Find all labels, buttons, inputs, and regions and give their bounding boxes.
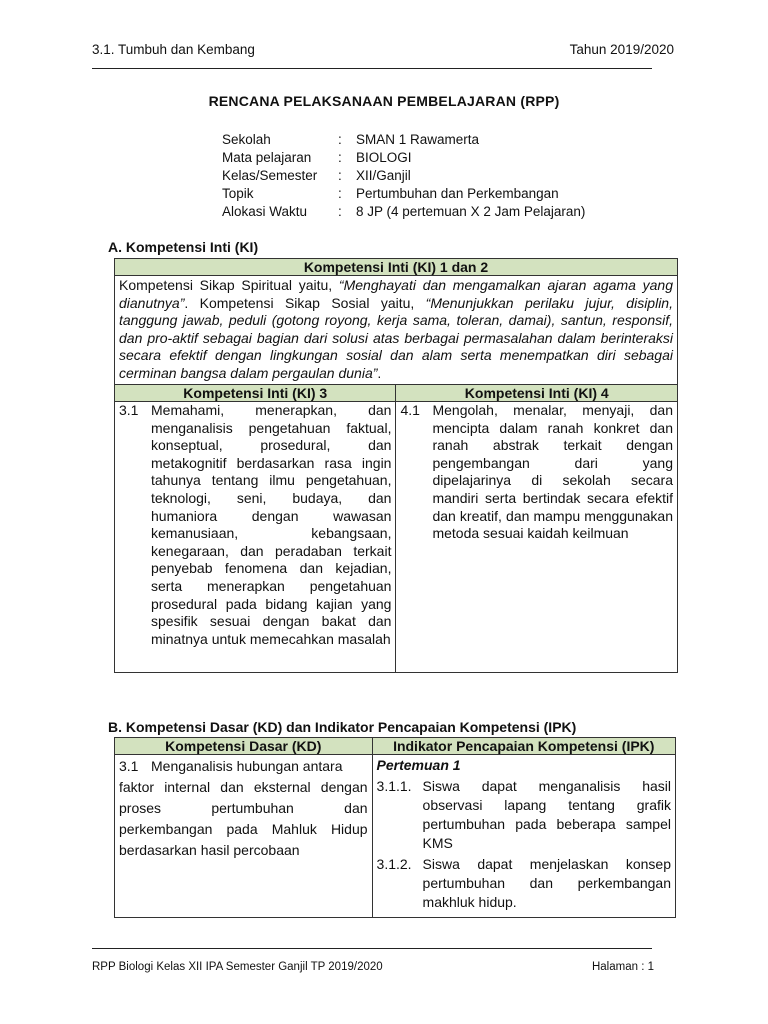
ki12-text: . Kompetensi Sikap Sosial yaitu, [184, 294, 426, 311]
ipk-cell [372, 755, 675, 918]
ipk-number: 3.1.2. [376, 856, 412, 872]
info-row-time [222, 203, 585, 221]
kd-first-line: Menganalisis hubungan antara [151, 758, 343, 774]
ipk-number: 3.1.1. [376, 778, 412, 794]
info-label: Mata pelajaran [222, 150, 312, 165]
section-a-heading: A. Kompetensi Inti (KI) [108, 239, 259, 255]
footer-title: RPP Biologi Kelas XII IPA Semester Ganjil TP 2019/2020 [92, 961, 383, 973]
footer-divider [92, 948, 652, 949]
page-number: Halaman : 1 [591, 961, 654, 973]
info-label: Topik [222, 186, 254, 201]
kd-item [119, 756, 368, 777]
info-sep: : [338, 186, 342, 201]
kd-text: faktor internal dan eksternal dengan proses pertumbuhan dan perkembangan pada Mahluk Hidup berdasarkan hasil percobaan [119, 779, 368, 858]
kd-header: Kompetensi Dasar (KD) [115, 738, 373, 755]
ki12-spiritual-quote: “Menghayati dan mengamalkan ajaran agama yang dianutnya” [119, 277, 673, 311]
header-year: Tahun 2019/2020 [569, 42, 674, 57]
info-sep: : [338, 150, 342, 165]
info-row-school [222, 131, 585, 149]
ki4-item [400, 402, 673, 543]
ki-table [114, 258, 678, 673]
kd-number: 3.1 [119, 758, 139, 774]
meeting-label: Pertemuan 1 [376, 757, 461, 773]
info-sep: : [338, 204, 342, 219]
info-value: BIOLOGI [356, 150, 412, 165]
info-sep: : [338, 168, 342, 183]
info-value: 8 JP (4 pertemuan X 2 Jam Pelajaran) [356, 204, 586, 219]
ki4-number: 4.1 [400, 402, 420, 418]
ipk-text: Siswa dapat menganalisis hasil observasi lapang tentang grafik pertumbuhan pada beberapa sampel KMS [422, 778, 671, 851]
ki4-cell [396, 402, 678, 673]
ki12-cell [115, 276, 678, 385]
ipk-header: Indikator Pencapaian Kompetensi (IPK) [372, 738, 675, 755]
info-row-topic [222, 185, 585, 203]
ki12-social-quote: “Menunjukkan perilaku jujur, disiplin, tanggung jawab, peduli (gotong royong, kerja sama, toleran, damai), santun, responsif, dan pro-aktif sebagai bagian dari solusi atas berbagai permasalahan dalam berinteraksi secara efektif dengan lingkungan sosial dan alam serta menempatkan diri sebagai cerminan bangsa dalam pergaulan dunia” [119, 294, 673, 381]
ki4-text: Mengolah, menalar, menyaji, dan mencipta dalam ranah konkret dan ranah abstrak terkait dengan pengembangan dari yang dipelajarinya di sekolah secara mandiri serta bertindak secara efektif dan kreatif, dan mampu menggunakan metoda sesuai kaidah keilmuan [432, 402, 673, 542]
page-title: RENCANA PELAKSANAAN PEMBELAJARAN (RPP) [208, 93, 560, 109]
ki4-header: Kompetensi Inti (KI) 4 [396, 385, 678, 402]
ki12-text: Kompetensi Sikap Spiritual yaitu, [119, 277, 339, 293]
ipk-item [377, 855, 671, 912]
section-b-heading: B. Kompetensi Dasar (KD) dan Indikator Pencapaian Kompetensi (IPK) [108, 719, 577, 735]
identity-block [222, 131, 585, 221]
ki3-header: Kompetensi Inti (KI) 3 [115, 385, 396, 402]
kd-ipk-table [114, 737, 676, 918]
info-value: SMAN 1 Rawamerta [356, 132, 480, 147]
info-row-subject [222, 149, 585, 167]
info-value: XII/Ganjil [356, 168, 411, 183]
ki3-item [119, 402, 391, 648]
info-sep: : [338, 132, 342, 147]
ki3-text: Memahami, menerapkan, dan menganalisis pengetahuan faktual, konseptual, prosedural, dan metakognitif berdasarkan rasa ingin tahunya tentang ilmu pengetahuan, teknologi, seni, budaya, dan humaniora dengan wawasan kemanusiaan, kebangsaan, kenegaraan, dan peradaban terkait penyebab fenomena dan kejadian, serta menerapkan pengetahuan prosedural pada bidang kajian yang spesifik sesuai dengan bakat dan minatnya untuk memecahkan masalah [151, 402, 392, 647]
info-label: Kelas/Semester [222, 168, 318, 183]
ki12-header: Kompetensi Inti (KI) 1 dan 2 [115, 259, 678, 276]
kd-cell [115, 755, 373, 918]
header-divider [92, 68, 652, 69]
info-label: Alokasi Waktu [222, 204, 308, 219]
info-row-class [222, 167, 585, 185]
info-value: Pertumbuhan dan Perkembangan [356, 186, 559, 201]
ki3-cell [115, 402, 396, 673]
info-label: Sekolah [222, 132, 271, 147]
ipk-item [377, 777, 671, 853]
ipk-text: Siswa dapat menjelaskan konsep pertumbuhan dan perkembangan makhluk hidup. [422, 856, 671, 910]
ki12-text: . [377, 364, 382, 381]
header-topic: 3.1. Tumbuh dan Kembang [92, 42, 255, 57]
ki3-number: 3.1 [119, 402, 139, 418]
